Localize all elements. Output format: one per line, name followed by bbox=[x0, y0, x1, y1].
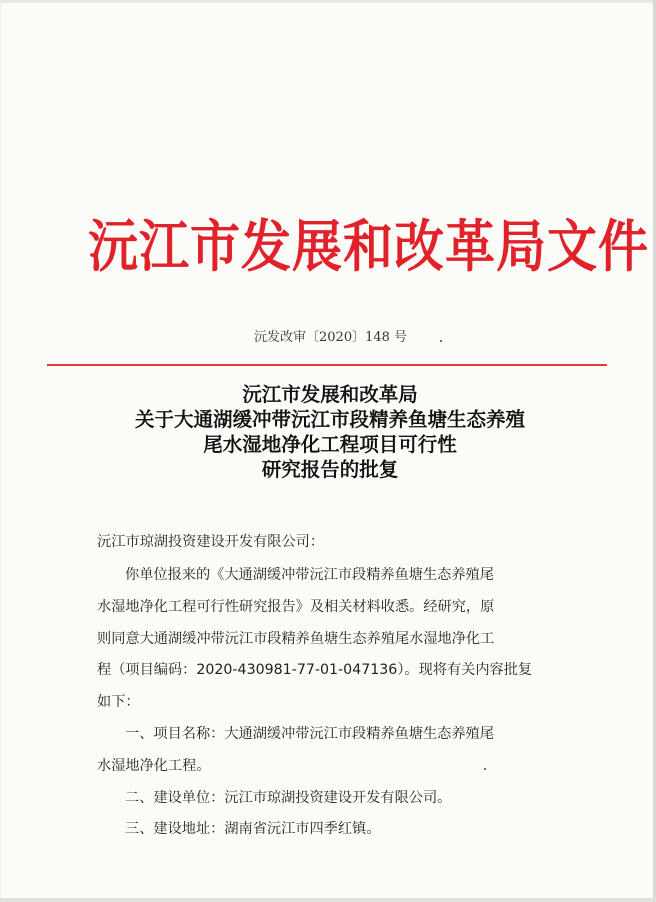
body-line: 一、项目名称：大通湖缓冲带沅江市段精养鱼塘生态养殖尾 bbox=[125, 726, 494, 742]
scan-edge-bottom bbox=[0, 898, 656, 902]
scan-edge-top bbox=[0, 0, 656, 3]
scan-speck bbox=[484, 768, 486, 770]
issuer-title: 沅江市发展和改革局文件 bbox=[88, 213, 649, 280]
body-line: 水湿地净化工程可行性研究报告》及相关材料收悉。经研究，原 bbox=[97, 599, 495, 615]
body-line: 三、建设地址：湖南省沅江市四季红镇。 bbox=[125, 821, 381, 837]
body-line: 水湿地净化工程。 bbox=[97, 758, 211, 774]
title-line: 沅江市发展和改革局 bbox=[242, 383, 418, 406]
title-line: 尾水湿地净化工程项目可行性 bbox=[203, 433, 457, 456]
document-title bbox=[60, 382, 600, 482]
body-line: 你单位报来的《大通湖缓冲带沅江市段精养鱼塘生态养殖尾 bbox=[125, 567, 494, 583]
red-divider-line bbox=[47, 364, 607, 366]
title-line: 研究报告的批复 bbox=[261, 458, 399, 481]
document-number: 沅发改审〔2020〕148 号 bbox=[254, 330, 408, 345]
title-line: 关于大通湖缓冲带沅江市段精养鱼塘生态养殖 bbox=[134, 408, 525, 431]
body-line: 二、建设单位：沅江市琼湖投资建设开发有限公司。 bbox=[125, 790, 452, 806]
body-line: 如下： bbox=[97, 694, 140, 710]
body-line: 程（项目编码：2020-430981-77-01-047136）。现将有关内容批复 bbox=[97, 662, 533, 678]
recipient-line: 沅江市琼湖投资建设开发有限公司： bbox=[97, 534, 325, 550]
body-line: 则同意大通湖缓冲带沅江市段精养鱼塘生态养殖尾水湿地净化工 bbox=[97, 631, 495, 647]
scan-speck bbox=[440, 340, 442, 342]
